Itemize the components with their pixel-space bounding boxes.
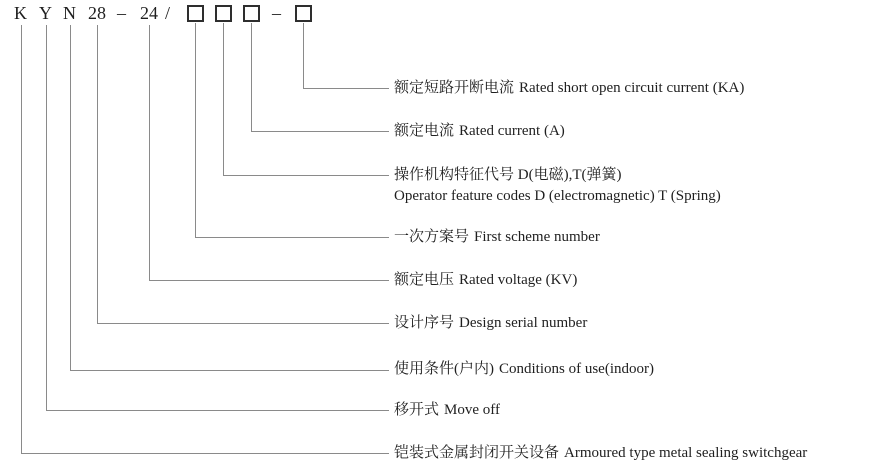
label-move-off bbox=[394, 400, 500, 421]
label-operator-feature-en: Operator feature codes D (electromagnetic) T (Spring) bbox=[394, 188, 721, 204]
label-rated-current-en: Rated current (A) bbox=[459, 123, 565, 139]
code-token-24: 24 bbox=[140, 3, 158, 23]
code-token-28: 28 bbox=[88, 3, 106, 23]
code-token-y: Y bbox=[39, 3, 52, 23]
placeholder-box-rated-current bbox=[243, 5, 260, 22]
code-token-slash: / bbox=[165, 3, 171, 23]
placeholder-box-scheme bbox=[215, 5, 232, 22]
code-token-n: N bbox=[63, 3, 76, 23]
code-token-dash: – bbox=[117, 3, 126, 23]
label-short-circuit-current-en: Rated short open circuit current (KA) bbox=[519, 80, 745, 96]
label-rated-voltage-en: Rated voltage (KV) bbox=[459, 272, 578, 288]
code-token-k: K bbox=[14, 3, 27, 23]
label-rated-current-zh: 额定电流 bbox=[394, 123, 455, 139]
label-first-scheme-en: First scheme number bbox=[474, 229, 600, 245]
label-design-serial-zh: 设计序号 bbox=[394, 315, 455, 331]
connector-line-armoured-type bbox=[21, 25, 389, 454]
label-first-scheme-zh: 一次方案号 bbox=[394, 229, 470, 245]
label-short-circuit-current bbox=[394, 78, 744, 99]
label-rated-voltage-zh: 额定电压 bbox=[394, 272, 455, 288]
label-move-off-en: Move off bbox=[444, 402, 500, 418]
label-first-scheme bbox=[394, 227, 600, 248]
label-operator-feature bbox=[394, 165, 721, 207]
code-token-dash2: – bbox=[272, 3, 281, 23]
label-short-circuit-current-zh: 额定短路开断电流 bbox=[394, 80, 515, 96]
label-move-off-zh: 移开式 bbox=[394, 402, 440, 418]
label-rated-current bbox=[394, 121, 565, 142]
label-conditions-of-use-zh: 使用条件(户内) bbox=[394, 361, 494, 377]
label-design-serial-en: Design serial number bbox=[459, 315, 588, 331]
label-armoured-type-en: Armoured type metal sealing switchgear bbox=[564, 445, 808, 461]
placeholder-box-short-circuit bbox=[295, 5, 312, 22]
label-conditions-of-use bbox=[394, 359, 654, 380]
label-rated-voltage bbox=[394, 270, 577, 291]
label-conditions-of-use-en: Conditions of use(indoor) bbox=[499, 361, 654, 377]
label-operator-feature-zh: 操作机构特征代号 D(电磁),T(弹簧) bbox=[394, 167, 622, 183]
placeholder-box-operator bbox=[187, 5, 204, 22]
label-design-serial bbox=[394, 313, 587, 334]
label-armoured-type-zh: 铠装式金属封闭开关设备 bbox=[394, 445, 560, 461]
label-armoured-type bbox=[394, 443, 807, 464]
